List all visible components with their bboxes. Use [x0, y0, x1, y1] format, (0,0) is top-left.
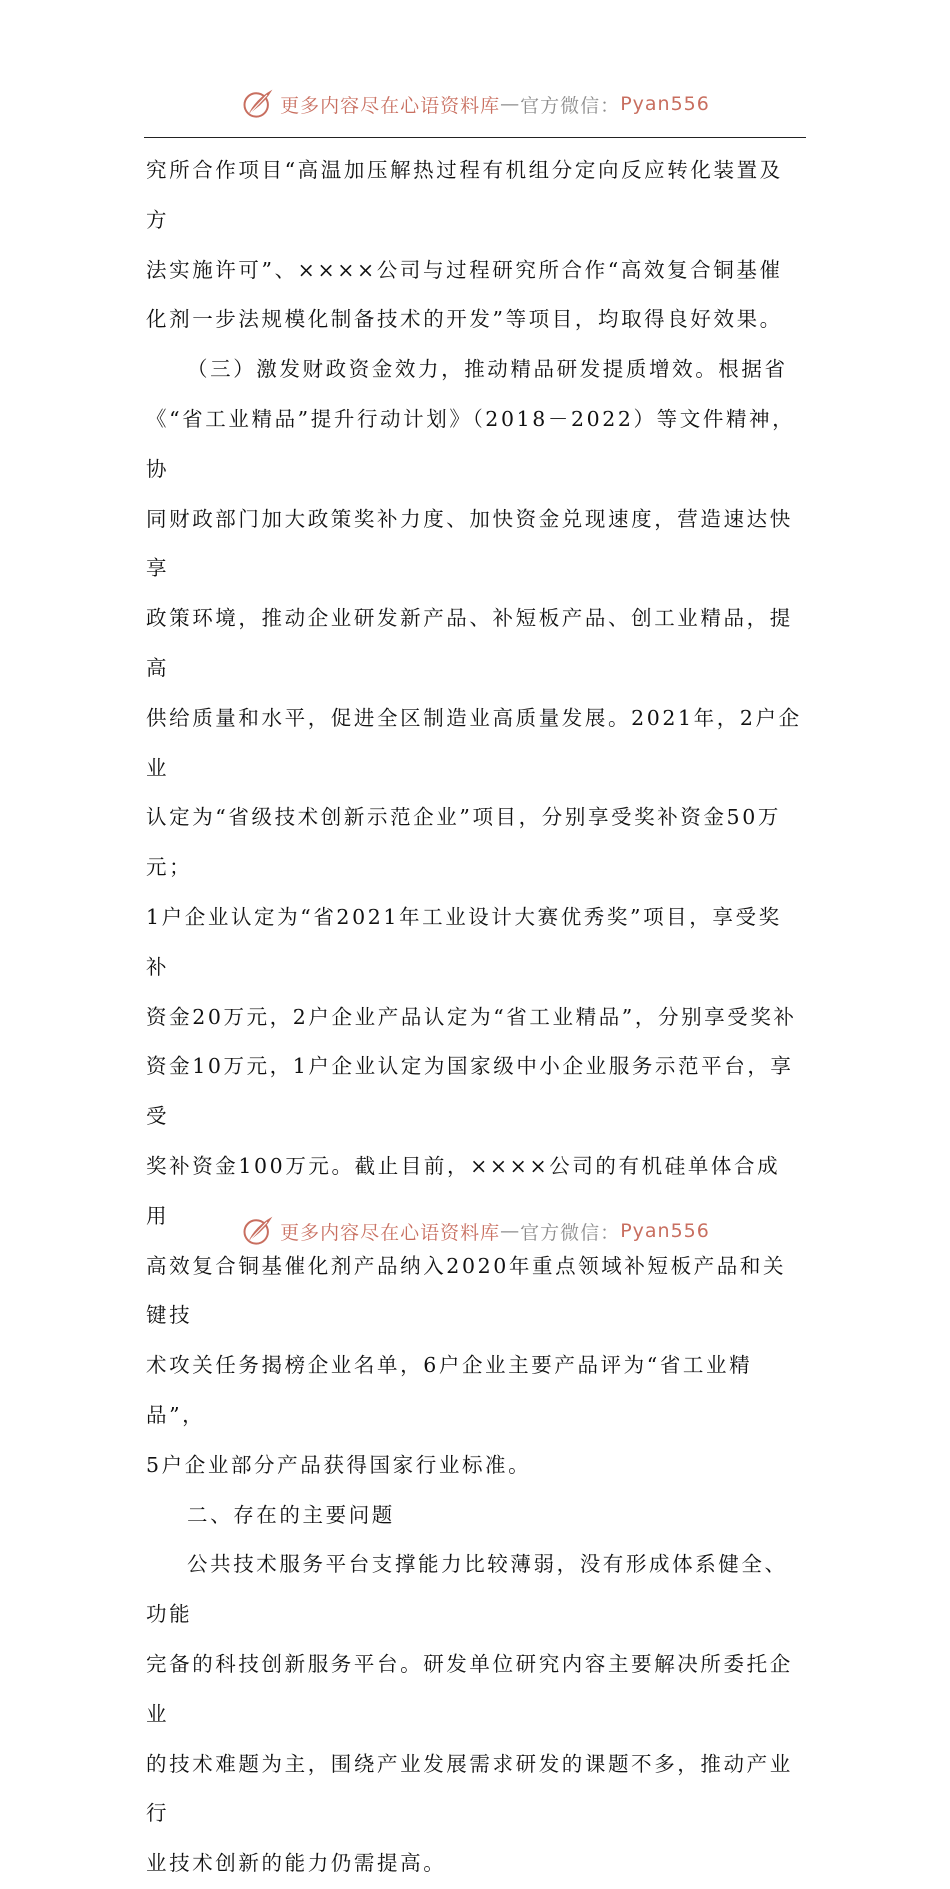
- text-line: （三）激发财政资金效力，推动精品研发提质增效。根据省: [187, 357, 788, 382]
- text-line: 完备的科技创新服务平台。研发单位研究内容主要解决所委托企业: [146, 1651, 793, 1726]
- text-line: 资金10万元，1户企业认定为国家级中小企业服务示范平台，享受: [146, 1054, 794, 1129]
- text-line: 的技术难题为主，围绕产业发展需求研发的课题不多，推动产业行: [146, 1751, 793, 1826]
- banner-dash: —: [500, 93, 521, 115]
- text-line: 术攻关任务揭榜企业名单，6户企业主要产品评为“省工业精品”，: [146, 1353, 753, 1427]
- text-line: 认定为“省级技术创新示范企业”项目，分别享受奖补资金50万元；: [146, 805, 781, 880]
- text-line: 1户企业认定为“省2021年工业设计大赛优秀奖”项目，享受奖补: [146, 904, 782, 979]
- text-line: 《“省工业精品”提升行动计划》（2018－2022）等文件精神，协: [146, 406, 796, 481]
- header-rule: [144, 137, 806, 138]
- quill-logo-icon: [240, 1213, 276, 1249]
- text-line: 5户企业部分产品获得国家行业标准。: [146, 1452, 532, 1477]
- banner-wechat-id: Pyan556: [620, 1220, 710, 1242]
- text-line: 究所合作项目“高温加压解热过程有机组分定向反应转化装置及方: [146, 158, 783, 232]
- banner-site-text: 更多内容尽在心语资料库: [280, 1221, 501, 1244]
- quill-logo-icon: [240, 86, 276, 122]
- header-banner: [0, 84, 950, 124]
- text-line: 高效复合铜基催化剂产品纳入2020年重点领域补短板产品和关键技: [146, 1253, 787, 1328]
- banner-label: 官方微信：: [520, 94, 621, 117]
- banner-dash: —: [500, 1220, 521, 1242]
- text-line: 资金20万元，2户企业产品认定为“省工业精品”，分别享受奖补: [146, 1004, 797, 1029]
- banner-label: 官方微信：: [520, 1221, 621, 1244]
- text-line: 政策环境，推动企业研发新产品、补短板产品、创工业精品，提高: [146, 606, 793, 680]
- text-line: 供给质量和水平，促进全区制造业高质量发展。2021年，2户企业: [146, 705, 802, 780]
- text-line: 法实施许可”、××××公司与过程研究所合作“高效复合铜基催: [146, 257, 783, 282]
- document-body: [146, 146, 802, 1889]
- text-line: 化剂一步法规模化制备技术的开发”等项目，均取得良好效果。: [146, 307, 783, 332]
- banner-site-text: 更多内容尽在心语资料库: [280, 94, 501, 117]
- text-line: 业技术创新的能力仍需提高。: [146, 1851, 447, 1876]
- text-line: 奖补资金100万元。截止目前，××××公司的有机硅单体合成用: [146, 1153, 781, 1228]
- text-line: 同财政部门加大政策奖补力度、加快资金兑现速度，营造速达快享: [146, 506, 793, 581]
- banner-wechat-id: Pyan556: [620, 93, 710, 115]
- footer-banner: [0, 1211, 950, 1251]
- text-line: 公共技术服务平台支撑能力比较薄弱，没有形成体系健全、功能: [146, 1552, 788, 1627]
- section-heading: 二、存在的主要问题: [187, 1502, 395, 1527]
